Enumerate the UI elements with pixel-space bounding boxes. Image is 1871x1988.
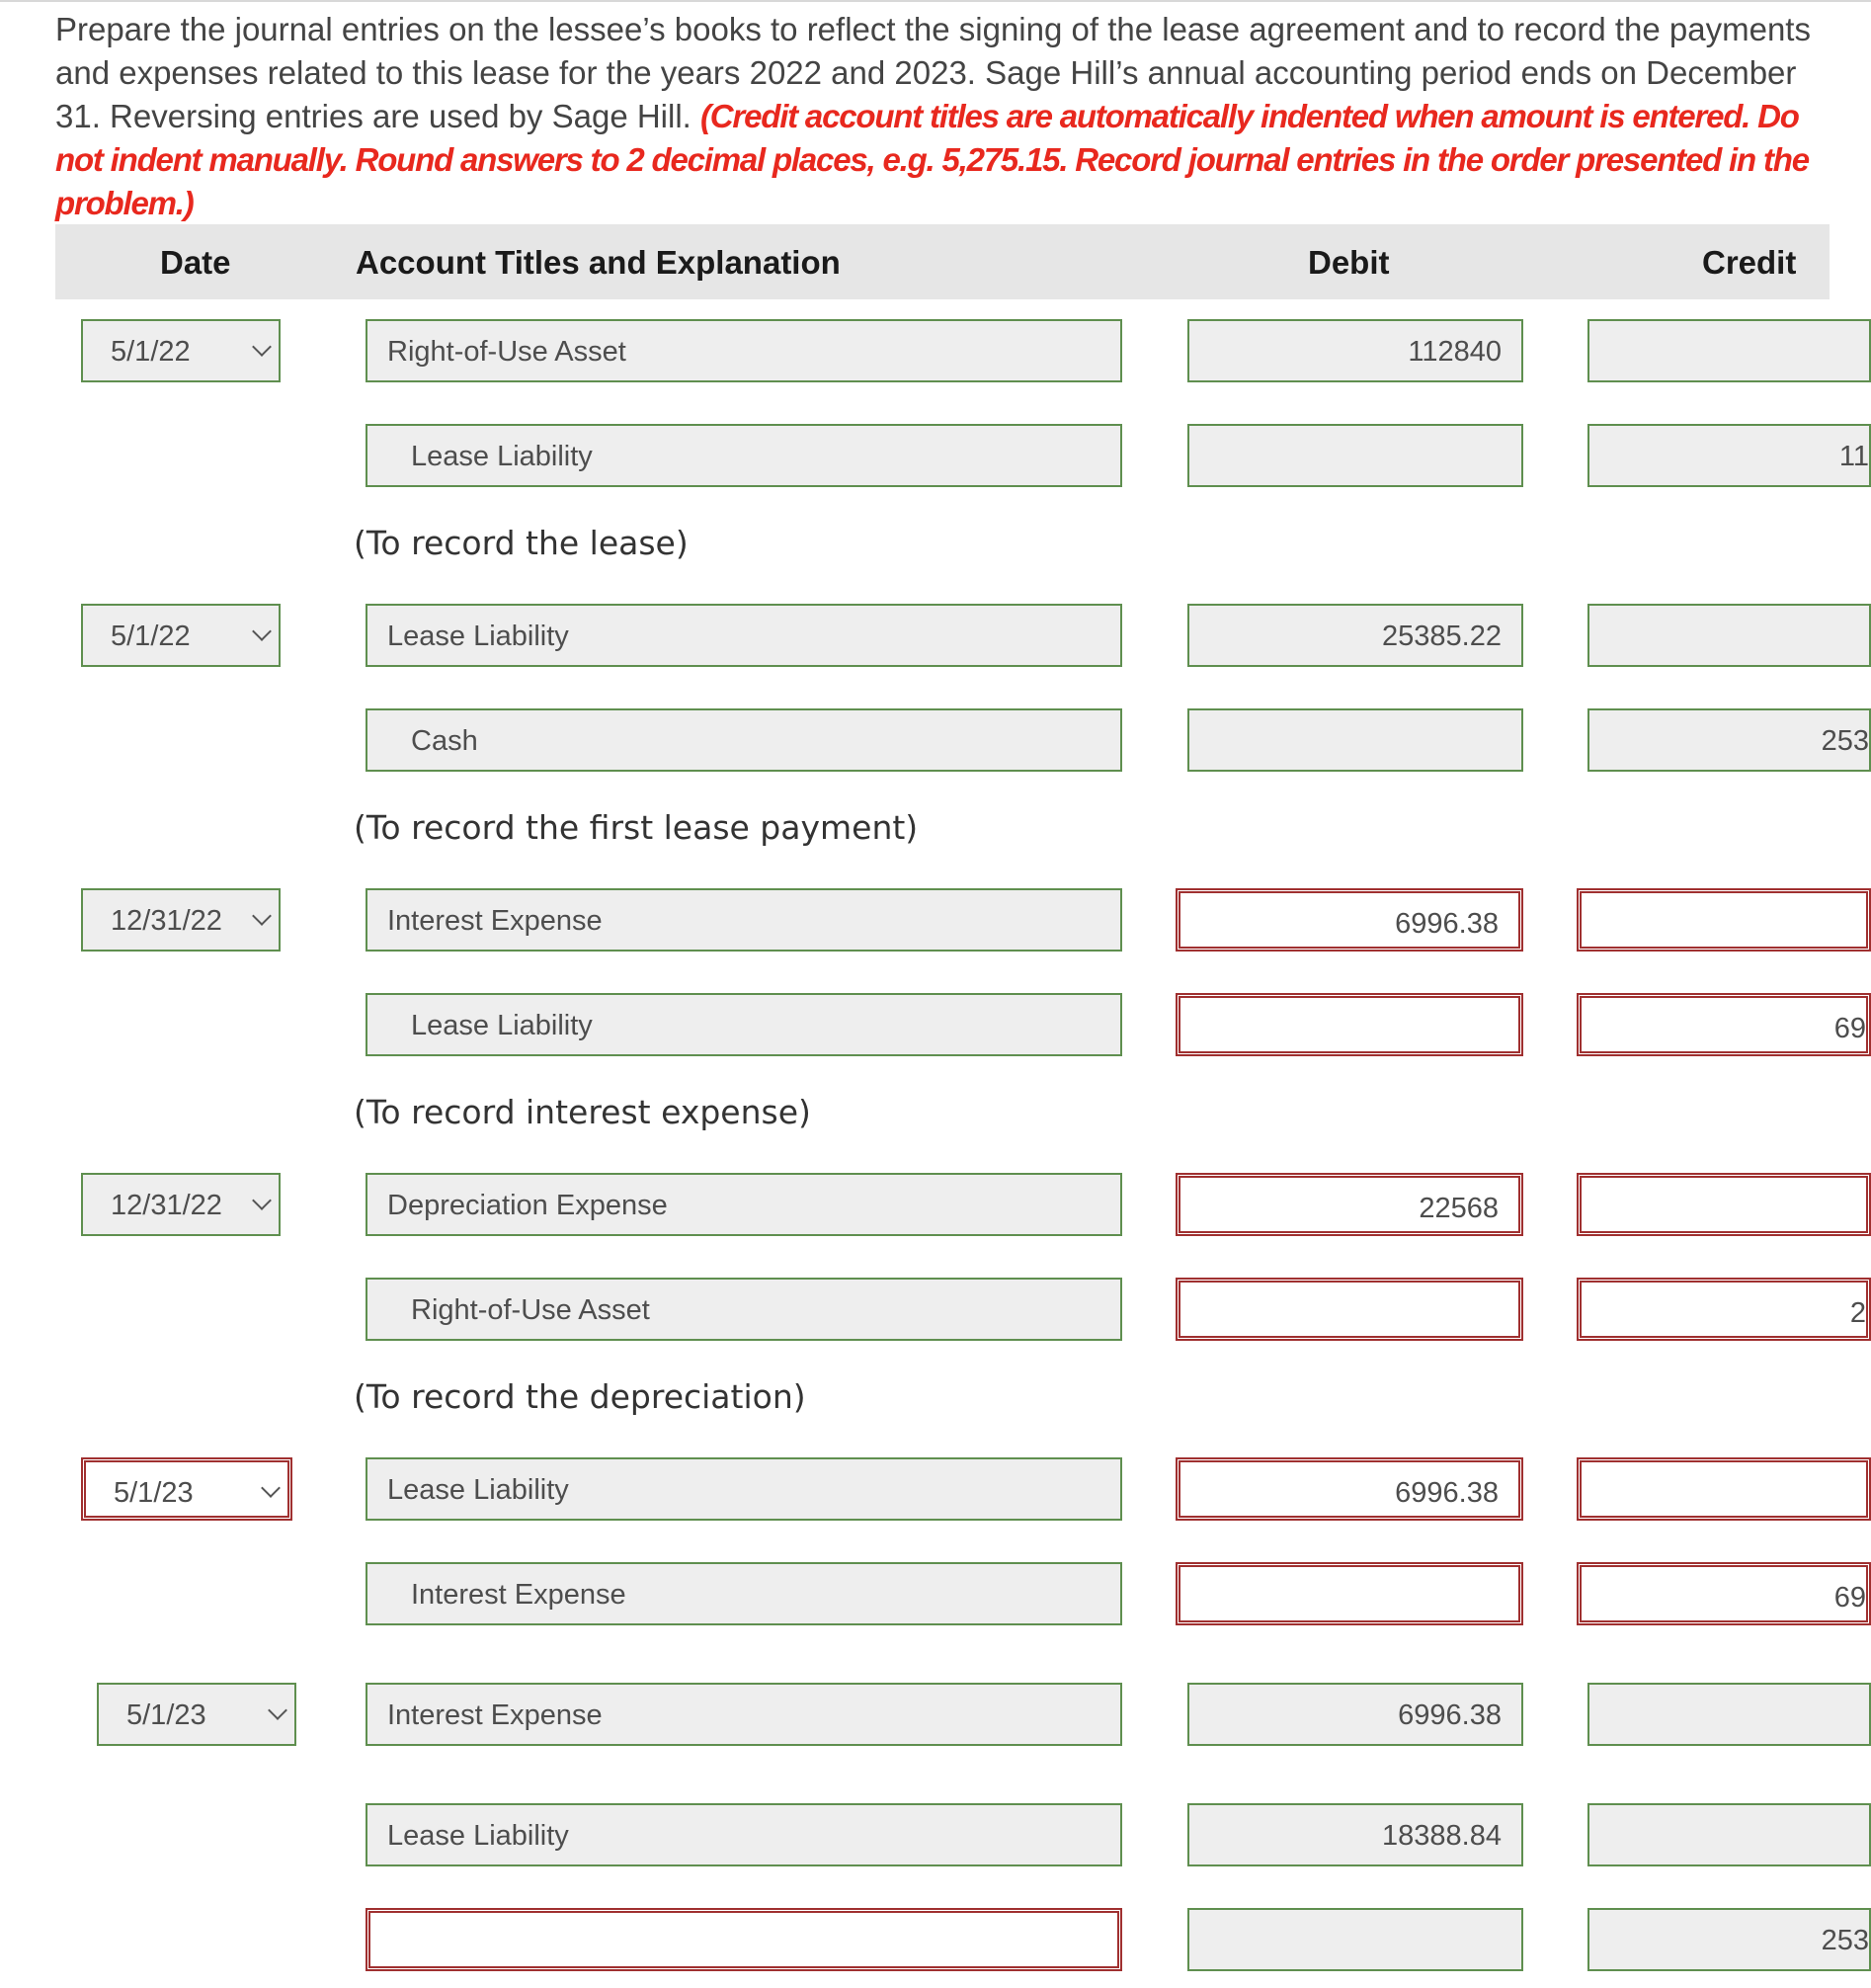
date-select[interactable] xyxy=(97,1683,296,1746)
credit-input[interactable]: 69 xyxy=(1577,993,1871,1056)
account-input[interactable]: Interest Expense xyxy=(366,1562,1122,1625)
account-input[interactable]: Lease Liability xyxy=(366,1457,1122,1521)
credit-input[interactable]: 69 xyxy=(1577,1562,1871,1625)
account-input[interactable]: Lease Liability xyxy=(366,993,1122,1056)
account-input[interactable]: Right-of-Use Asset xyxy=(366,1278,1122,1341)
chevron-down-icon xyxy=(261,1478,281,1498)
account-input[interactable]: Depreciation Expense xyxy=(366,1173,1122,1236)
account-input[interactable]: Lease Liability xyxy=(366,1803,1122,1866)
credit-input[interactable] xyxy=(1587,604,1871,667)
debit-input[interactable]: 25385.22 xyxy=(1187,604,1523,667)
debit-input[interactable]: 6996.38 xyxy=(1176,1457,1523,1521)
date-select[interactable] xyxy=(81,604,281,667)
credit-input[interactable] xyxy=(1587,1683,1871,1746)
account-input[interactable]: Right-of-Use Asset xyxy=(366,319,1122,382)
credit-input[interactable] xyxy=(1577,1457,1871,1521)
instructions xyxy=(55,8,1833,225)
credit-input[interactable] xyxy=(1587,1803,1871,1866)
credit-input[interactable]: 253 xyxy=(1587,708,1871,772)
credit-input[interactable]: 11 xyxy=(1587,424,1871,487)
date-value: 12/31/22 xyxy=(111,1190,222,1221)
credit-input[interactable]: 2 xyxy=(1577,1278,1871,1341)
account-column-header: Account Titles and Explanation xyxy=(356,244,841,281)
debit-input[interactable]: 6996.38 xyxy=(1176,888,1523,952)
date-select[interactable] xyxy=(81,319,281,382)
account-input[interactable]: Interest Expense xyxy=(366,1683,1122,1746)
entry-explanation: (To record the first lease payment) xyxy=(354,808,919,847)
debit-input[interactable]: 112840 xyxy=(1187,319,1523,382)
debit-input[interactable]: 22568 xyxy=(1176,1173,1523,1236)
debit-input[interactable] xyxy=(1187,1908,1523,1971)
table-header xyxy=(55,224,1830,299)
debit-input[interactable] xyxy=(1176,1278,1523,1341)
entry-explanation: (To record the lease) xyxy=(354,524,689,562)
account-input[interactable]: Lease Liability xyxy=(366,604,1122,667)
debit-input[interactable]: 6996.38 xyxy=(1187,1683,1523,1746)
debit-column-header: Debit xyxy=(1308,244,1390,281)
account-input[interactable]: Interest Expense xyxy=(366,888,1122,952)
top-divider xyxy=(0,0,1871,2)
credit-input[interactable] xyxy=(1587,319,1871,382)
date-value: 5/1/23 xyxy=(114,1477,194,1509)
debit-input[interactable]: 18388.84 xyxy=(1187,1803,1523,1866)
debit-input[interactable] xyxy=(1176,1562,1523,1625)
debit-input[interactable] xyxy=(1187,708,1523,772)
date-select[interactable] xyxy=(81,888,281,952)
debit-input[interactable] xyxy=(1176,993,1523,1056)
credit-input[interactable] xyxy=(1577,888,1871,952)
chevron-down-icon xyxy=(252,906,272,926)
chevron-down-icon xyxy=(252,621,272,641)
chevron-down-icon xyxy=(252,1191,272,1210)
date-value: 5/1/22 xyxy=(111,336,191,368)
entry-explanation: (To record interest expense) xyxy=(354,1093,811,1131)
entry-explanation: (To record the depreciation) xyxy=(354,1377,806,1416)
account-input[interactable] xyxy=(366,1908,1122,1971)
credit-column-header: Credit xyxy=(1702,244,1797,281)
chevron-down-icon xyxy=(252,337,272,357)
date-column-header: Date xyxy=(160,244,231,281)
account-input[interactable]: Lease Liability xyxy=(366,424,1122,487)
date-value: 5/1/22 xyxy=(111,621,191,652)
credit-input[interactable] xyxy=(1577,1173,1871,1236)
date-select[interactable] xyxy=(81,1173,281,1236)
date-select[interactable] xyxy=(81,1457,292,1521)
debit-input[interactable] xyxy=(1187,424,1523,487)
date-value: 12/31/22 xyxy=(111,905,222,937)
instructions-text: Prepare the journal entries on the lessee’s books to reflect the signing of the lease agreement and to record the payments and expenses related to this lease for the years 2022 and 2023. Sage Hill’s annual accounting period ends on December 31. Reversing entries are used by Sage Hill. xyxy=(55,11,1811,134)
date-value: 5/1/23 xyxy=(126,1699,206,1731)
credit-input[interactable]: 253 xyxy=(1587,1908,1871,1971)
account-input[interactable]: Cash xyxy=(366,708,1122,772)
chevron-down-icon xyxy=(268,1700,287,1720)
instructions-note: (Credit account titles are automatically indented when amount is entered. Do not indent manually. Round answers to 2 decimal places, e.g. 5,275.15. Record journal entries in the order presented in the problem.) xyxy=(55,98,1809,221)
